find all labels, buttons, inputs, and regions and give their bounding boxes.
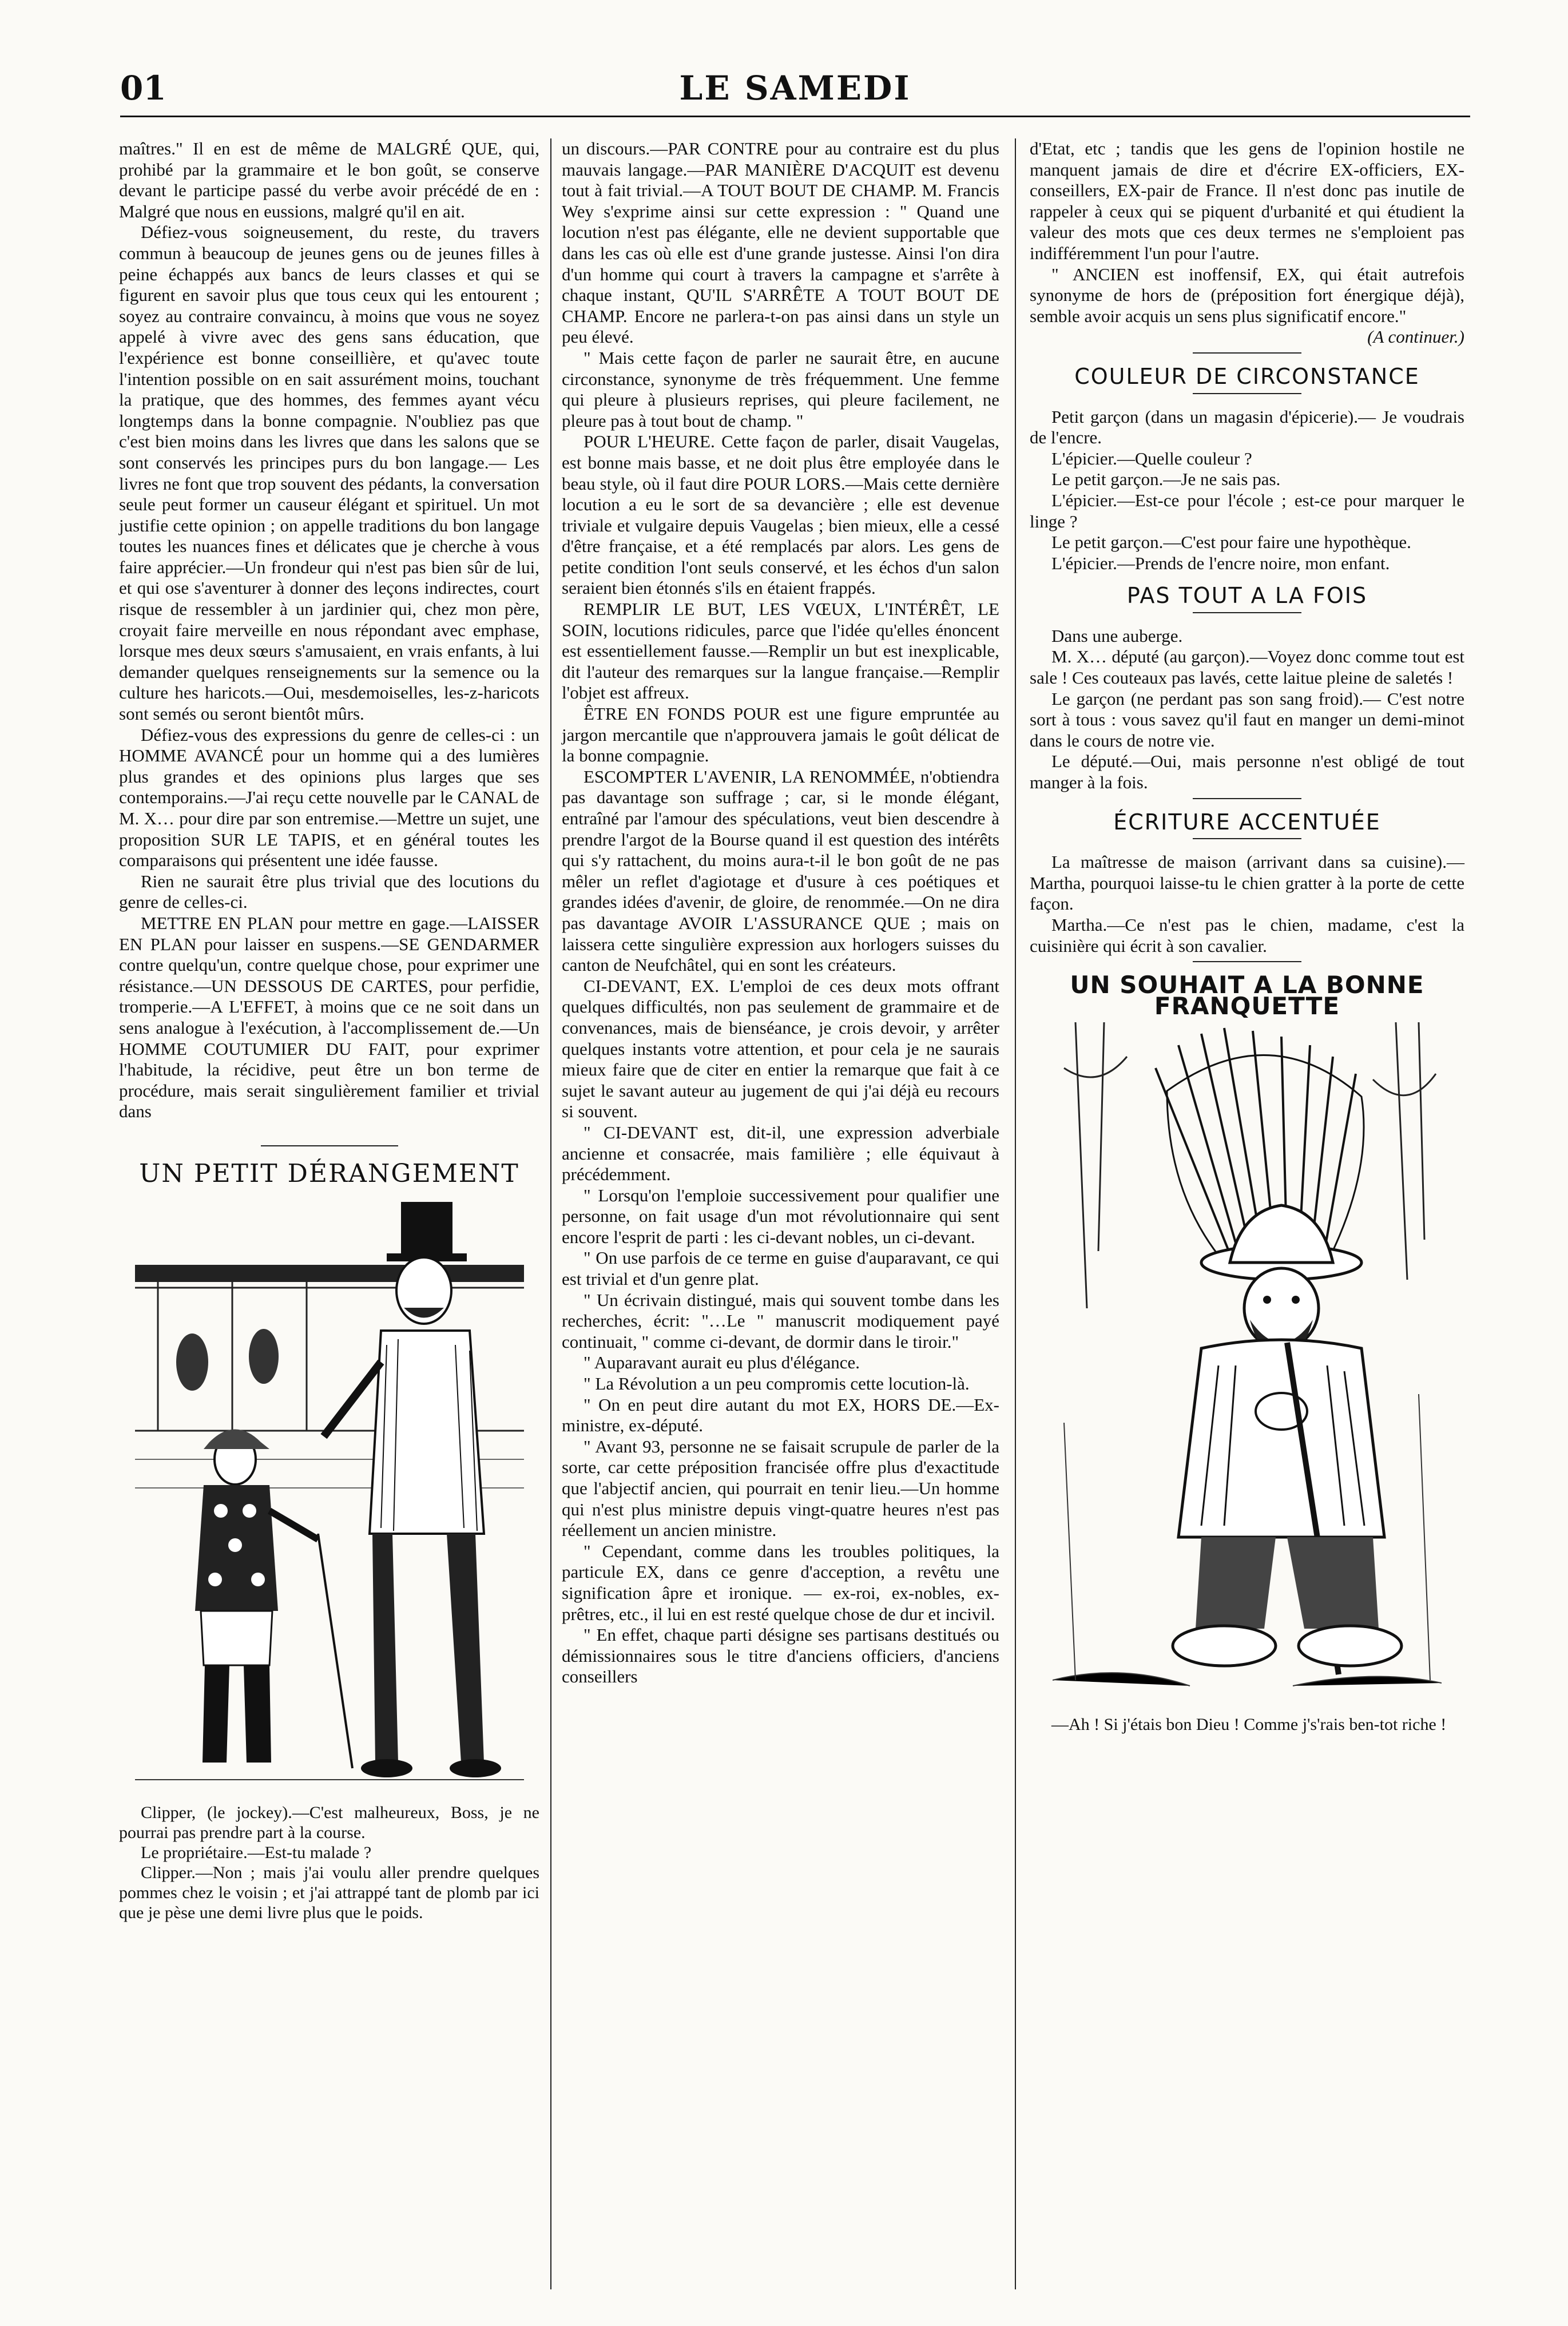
paragraph: ÊTRE EN FONDS POUR est une figure empruntée au jargon mercantile que n'approuvera jamais le goût délicat de la bonne compagnie. bbox=[562, 704, 999, 766]
dialogue-line: L'épicier.—Prends de l'encre noire, mon enfant. bbox=[1051, 553, 1390, 573]
section-title: PAS TOUT A LA FOIS bbox=[1126, 583, 1368, 609]
section-divider bbox=[1193, 612, 1301, 613]
paragraph: " En effet, chaque parti désigne ses partisans destitués ou démissionnaires sous le titre d'anciens officiers, d'anciens conseillers bbox=[562, 1625, 999, 1687]
section-divider bbox=[1193, 961, 1301, 962]
section-divider bbox=[1193, 798, 1301, 799]
section-title: ÉCRITURE ACCENTUÉE bbox=[1113, 809, 1381, 835]
dialogue-line: Dans une auberge. bbox=[1051, 625, 1183, 646]
paragraph: " On use parfois de ce terme en guise d'auparavant, ce qui est trivial et d'un genre plat. bbox=[562, 1248, 999, 1289]
column-3 bbox=[1030, 138, 1464, 1734]
paragraph: Rien ne saurait être plus trivial que des locutions du genre de celles-ci. bbox=[119, 871, 539, 912]
dialogue-line: L'épicier.—Quelle couleur ? bbox=[1051, 448, 1252, 469]
illustration-caption bbox=[1030, 1714, 1464, 1734]
dialogue-line: Petit garçon (dans un magasin d'épicerie).— Je voudrais de l'encre. bbox=[1030, 406, 1464, 448]
dialogue-line: La maîtresse de maison (arrivant dans sa cuisine).—Martha, pourquoi laisse-tu le chien gratter à la porte de cette façon. bbox=[1030, 852, 1464, 914]
dialogue-line: Le garçon (ne perdant pas son sang froid).— C'est notre sort à tous : vous savez qu'il faut en manger un demi-minot dans le cours de notre vie. bbox=[1030, 688, 1464, 751]
section-divider bbox=[261, 1145, 398, 1146]
paragraph: un discours.—PAR CONTRE pour au contraire est du plus mauvais langage.—PAR MANIÈRE D'ACQUIT est devenu tout à fait trivial.—A TOUT BOUT DE CHAMP. M. Francis Wey s'exprime ainsi sur cette expression : " Quand une locution n'est pas élégante, elle ne devient supportable que dans les cas où elle est d'une grande justesse. Ainsi l'on dira d'un homme qui court à travers la campagne et s'arrête à chaque instant, QU'IL S'ARRÊTE A TOUT BOUT DE CHAMP. Encore ne parlera-t-on pas ainsi dans un style un peu élevé. bbox=[562, 138, 999, 347]
section-divider bbox=[1193, 838, 1301, 839]
dialogue-line: Le député.—Oui, mais personne n'est obligé de tout manger à la fois. bbox=[1030, 751, 1464, 793]
paragraph: CI-DEVANT, EX. L'emploi de ces deux mots offrant quelques difficultés, non pas seulement de grammaire et de convenances, mais de bienséance, je crois devoir, y arrêter quelques instants votre attention, et pour cela je ne saurais mieux faire que de citer en entier la remarque que fait à ce sujet le savant auteur au jugement de qui j'ai déjà eu recours si souvent. bbox=[562, 975, 999, 1122]
illustration-caption bbox=[119, 1803, 539, 1923]
peasant-illustration bbox=[1053, 1022, 1442, 1709]
section-title: UN SOUHAIT A LA BONNE FRANQUETTE bbox=[1070, 971, 1424, 1020]
column-separator bbox=[550, 138, 551, 2289]
caption-line: —Ah ! Si j'étais bon Dieu ! Comme j's'rais ben-tot riche ! bbox=[1051, 1715, 1447, 1734]
page-number: 01 bbox=[120, 69, 166, 108]
dialogue-line: Le petit garçon.—Je ne sais pas. bbox=[1051, 469, 1281, 490]
section-divider bbox=[1193, 393, 1301, 394]
paragraph: " Cependant, comme dans les troubles politiques, la particule EX, dans ce genre d'acception, a revêtu une signification âpre et ironique. — ex-roi, ex-nobles, ex-prêtres, etc., il lui en est resté quelque chose de dur et incivil. bbox=[562, 1541, 999, 1624]
paragraph: " La Révolution a un peu compromis cette locution-là. bbox=[583, 1374, 970, 1394]
caption-line: Clipper.—Non ; mais j'ai voulu aller prendre quelques pommes chez le voisin ; et j'ai attrappé tant de plomb par ici que je pèse une demi livre plus que le poids. bbox=[119, 1863, 539, 1922]
header-rule bbox=[120, 116, 1470, 117]
paragraph: Défiez-vous soigneusement, du reste, du travers commun à beaucoup de jeunes gens ou de jeunes filles à peine échappés aux bancs de leurs classes et qui se figurent en savoir plus que tous ceux qui les entourent ; soyez au contraire convaincu, à moins que vous ne soyez appelé à vivre avec des gens sans éducation, que l'expérience est bonne conseillière, et qu'avec toute l'intention possible on en sait assurément moins, touchant la pratique, que des hommes, des femmes ayant vécu longtemps dans la bonne compagnie. N'oubliez pas que c'est bien moins dans les livres que dans les salons que se sont conservés les principes purs du bon langage.— Les livres ne font que trop souvent des pédants, la conversation seule peut former un causeur élégant et spirituel. Un mot justifie cette opinion ; on appelle traditions du bon langage toutes les nuances fines et délicates que je cherche à vous faire apprécier.—Un frondeur qui n'est pas bien sûr de lui, et qui ose s'aventurer à donner des leçons indirectes, court risque de ressembler à un jardinier qui, chez mon père, croyait faire merveille en nous répondant avec emphase, lorsque mes deux sœurs s'amusaient, en vrais enfants, à lui demander quelques renseignements sur la semence ou la culture hes haricots.—Oui, mesdemoiselles, les-z-haricots sont semés ou seront bientôt mûrs. bbox=[119, 222, 539, 724]
page-header bbox=[120, 69, 1470, 120]
jockey-illustration bbox=[135, 1190, 524, 1797]
paragraph: " Un écrivain distingué, mais qui souvent tombe dans les recherches, écrit: "…Le " manuscrit modiquement payé continuait, " comme ci-devant, de dormir dans le tiroir." bbox=[562, 1289, 999, 1352]
paragraph: maîtres." Il en est de même de MALGRÉ QUE, qui, prohibé par la grammaire et le bon goût, se conserve devant le participe passé du verbe avoir précédé de en : Malgré que nous en eussions, malgré qu'il en ait. bbox=[119, 138, 539, 221]
paragraph: ESCOMPTER L'AVENIR, LA RENOMMÉE, n'obtiendra pas davantage son suffrage ; car, si le monde élégant, entraîné par l'amour des spéculations, veut bien descendre à prendre l'argot de la Bourse quand il est question des intérêts qui s'y rattachent, du moins aura-t-il le bon goût de ne pas mêler un reflet d'agiotage et d'usure à ces poétiques et grandes idées d'avenir, de gloire, de renommée.—On ne dira pas davantage AVOIR L'ASSURANCE QUE ; mais on laissera cette singulière expression aux horlogers suisses du canton de Neufchâtel, qui en sont les créateurs. bbox=[562, 766, 999, 975]
section-title: UN PETIT DÉRANGEMENT bbox=[139, 1158, 519, 1188]
column-2 bbox=[562, 138, 999, 1688]
paragraph: " CI-DEVANT est, dit-il, une expression adverbiale ancienne et consacrée, mais familière ; elle équivaut à précédemment. bbox=[562, 1122, 999, 1185]
paragraph: " ANCIEN est inoffensif, EX, qui était autrefois synonyme de hors de (préposition fort énergique déjà), semble avoir acquis un sens plus significatif encore." bbox=[1030, 264, 1464, 326]
dialogue-line: Martha.—Ce n'est pas le chien, madame, c'est la cuisinière qui écrit à son cavalier. bbox=[1030, 915, 1464, 956]
dialogue-line: M. X… député (au garçon).—Voyez donc comme tout est sale ! Ces couteaux pas lavés, cette laitue pleine de saletés ! bbox=[1030, 646, 1464, 688]
paragraph: METTRE EN PLAN pour mettre en gage.—LAISSER EN PLAN pour laisser en suspens.—SE GENDARMER contre quelqu'un, contre quelque chose, pour exprimer une résistance.—UN DESSOUS DE CARTES, pour perfidie, tromperie.—A L'EFFET, à moins que ce ne soit dans un sens analogue à l'exécution, à l'accomplissement de.—Un HOMME COUTUMIER DU FAIT, pour exprimer l'habitude, la récidive, peut être un bon terme de procédure, mais serait singulièrement familier et trivial dans bbox=[119, 912, 539, 1122]
dialogue-line: L'épicier.—Est-ce pour l'école ; est-ce pour marquer le linge ? bbox=[1030, 490, 1464, 531]
dialogue-line: Le petit garçon.—C'est pour faire une hypothèque. bbox=[1051, 532, 1411, 553]
paragraph: " Mais cette façon de parler ne saurait être, en aucune circonstance, synonyme de très fréquemment. Une femme qui pleure à plusieurs reprises, qui pleure facilement, ne pleure pas à tout bout de champ. " bbox=[562, 347, 999, 431]
to-be-continued: (A continuer.) bbox=[1367, 327, 1464, 347]
column-separator bbox=[1015, 138, 1016, 2289]
column-1 bbox=[119, 138, 539, 1923]
caption-line: Le propriétaire.—Est-tu malade ? bbox=[141, 1843, 372, 1862]
paragraph: " Avant 93, personne ne se faisait scrupule de parler de la sorte, car cette préposition francisée offre plus d'exactitude que l'abjectif ancien, qui pourrait en tenir lieu.—Un homme qui n'est plus ministre depuis vingt-quatre heures n'est pas réellement un ancien ministre. bbox=[562, 1436, 999, 1541]
section-divider bbox=[1193, 352, 1301, 354]
paragraph: " On en peut dire autant du mot EX, HORS DE.—Ex-ministre, ex-député. bbox=[562, 1394, 999, 1436]
paragraph: d'Etat, etc ; tandis que les gens de l'opinion hostile ne manquent jamais de dire et d'écrire EX-officiers, EX-conseillers, EX-pair de France. Il n'est donc pas inutile de rappeler à ceux qui se piquent d'urbanité et qui étudient la valeur des mots que ces deux termes ne s'emploient pas indifféremment l'un pour l'autre. bbox=[1030, 138, 1464, 263]
paragraph: " Auparavant aurait eu plus d'élégance. bbox=[583, 1352, 860, 1373]
journal-title: LE SAMEDI bbox=[679, 69, 911, 108]
paragraph: " Lorsqu'on l'emploie successivement pour qualifier une personne, on fait usage d'un mot révolutionnaire qui sent encore l'esprit de parti : les ci-devant nobles, un ci-devant. bbox=[562, 1185, 999, 1247]
paragraph: Défiez-vous des expressions du genre de celles-ci : un HOMME AVANCÉ pour un homme qui a des lumières plus grandes et des opinions plus larges que ses contemporains.—J'ai reçu cette nouvelle par le CANAL de M. X… pour dire par son entremise.—Mettre un sujet, une proposition SUR LE TAPIS, et en général toutes les comparaisons qui présentent une idée fausse. bbox=[119, 724, 539, 871]
paragraph: REMPLIR LE BUT, LES VŒUX, L'INTÉRÊT, LE SOIN, locutions ridicules, parce que l'idée qu'elles énoncent est essentiellement fausse.—Remplir un but est inexplicable, dit l'auteur des remarques sur la langue française.—Remplir l'objet est affreux. bbox=[562, 599, 999, 703]
section-title: COULEUR DE CIRCONSTANCE bbox=[1074, 363, 1420, 389]
caption-line: Clipper, (le jockey).—C'est malheureux, Boss, je ne pourrai pas prendre part à la course. bbox=[119, 1803, 539, 1842]
paragraph: POUR L'HEURE. Cette façon de parler, disait Vaugelas, est bonne mais basse, et ne doit plus être employée dans le beau style, où il faut dire POUR LORS.—Mais cette dernière locution a eu le sort de sa devancière ; elle est devenue triviale et vulgaire depuis Vaugelas ; bien mieux, elle a cessé d'être française, et a été remplacés par alors. Les gens de petite condition l'ont seuls conservé, et les échos d'un salon seraient bien étonnés s'ils en étaient frappés. bbox=[562, 431, 999, 598]
